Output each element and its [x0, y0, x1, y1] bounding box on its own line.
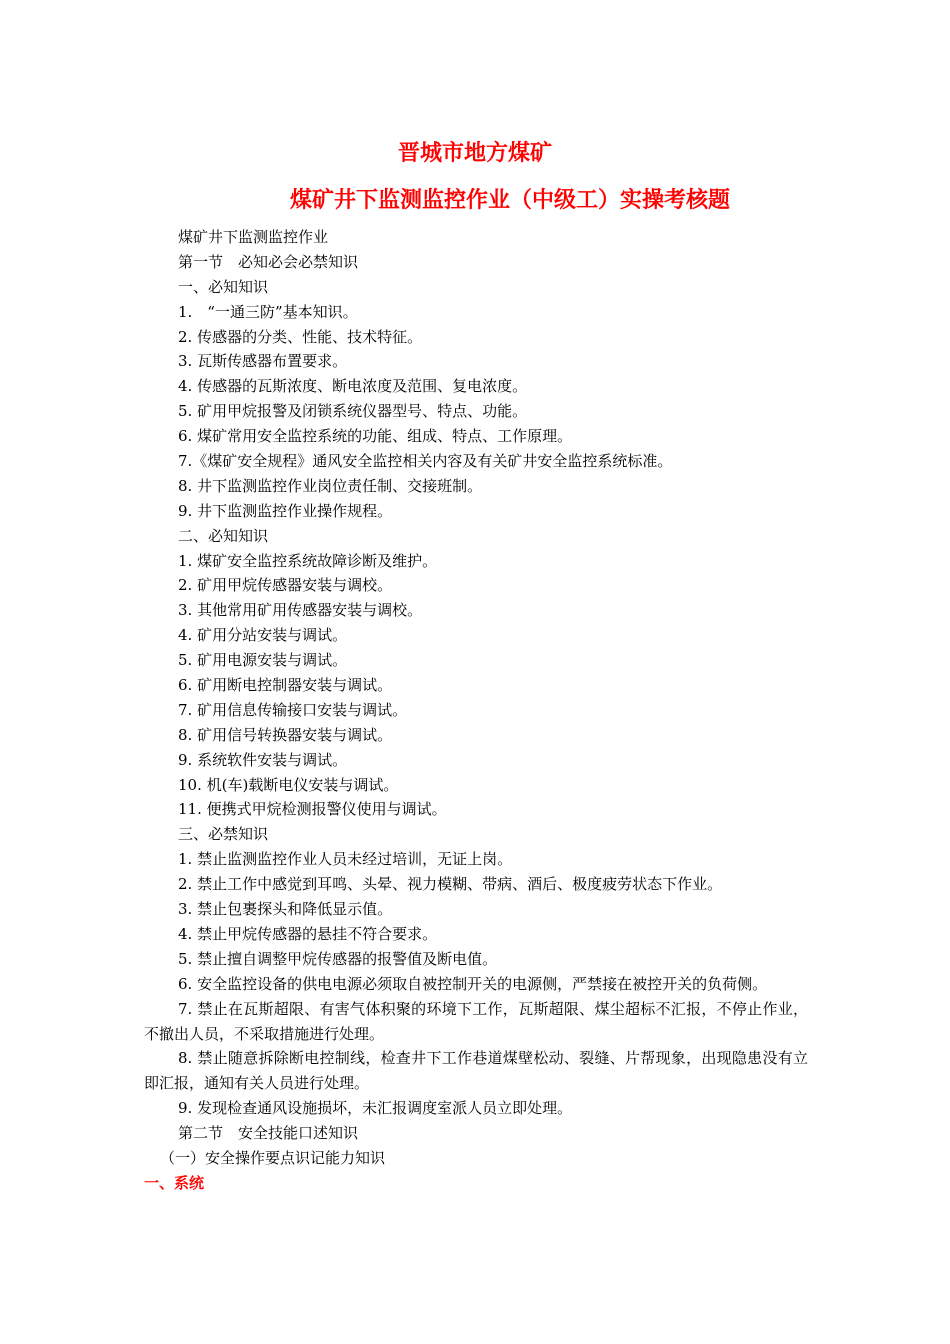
list-item: 4. 传感器的瓦斯浓度、断电浓度及范围、复电浓度。	[178, 377, 528, 396]
list-item: 6. 矿用断电控制器安装与调试。	[178, 676, 393, 695]
document-title-line1: 晋城市地方煤矿	[397, 140, 552, 166]
list-paragraph: 8. 禁止随意拆除断电控制线，检查井下工作巷道煤壁松动、裂缝、片帮现象，出现隐患没有立即汇报，通知有关人员进行处理。	[144, 1049, 808, 1093]
section-heading-2: 第二节 安全技能口述知识	[178, 1124, 359, 1143]
list-item: 11. 便携式甲烷检测报警仪使用与调试。	[178, 800, 447, 819]
list-item: 6. 煤矿常用安全监控系统的功能、组成、特点、工作原理。	[178, 427, 573, 446]
list-paragraph: 7. 禁止在瓦斯超限、有害气体积聚的环境下工作，瓦斯超限、煤尘超标不汇报，不停止作业，不撤出人员，不采取措施进行处理。	[144, 999, 808, 1043]
document-heading: 煤矿井下监测监控作业	[178, 228, 329, 246]
list-item: 5. 矿用甲烷报警及闭锁系统仪器型号、特点、功能。	[178, 402, 528, 421]
list-item: 2. 矿用甲烷传感器安装与调校。	[178, 576, 393, 595]
list-item: 9. 系统软件安装与调试。	[178, 750, 348, 769]
list-item: 8. 井下监测监控作业岗位责任制、交接班制。	[178, 476, 483, 495]
red-section-heading: 一、系统	[144, 1173, 205, 1192]
list-item: 5. 矿用电源安装与调试。	[178, 651, 348, 670]
list-item: 8. 矿用信号转换器安装与调试。	[178, 725, 393, 744]
part3-heading: 三、必禁知识	[178, 825, 269, 844]
list-item: 7. 矿用信息传输接口安装与调试。	[178, 700, 408, 719]
list-item: 2. 禁止工作中感觉到耳鸣、头晕、视力模糊、带病、酒后、极度疲劳状态下作业。	[178, 875, 723, 894]
section-heading-1: 第一节 必知必会必禁知识	[178, 252, 359, 271]
list-item: 1. 禁止监测监控作业人员未经过培训，无证上岗。	[178, 850, 513, 869]
list-paragraph: 6. 安全监控设备的供电电源必须取自被控制开关的电源侧，严禁接在被控开关的负荷侧。	[178, 974, 768, 993]
document-title-line2: 煤矿井下监测监控作业（中级工）实操考核题	[289, 187, 730, 213]
list-item: 5. 禁止擅自调整甲烷传感器的报警值及断电值。	[178, 949, 498, 968]
list-item: 1. 煤矿安全监控系统故障诊断及维护。	[178, 551, 438, 570]
list-item: 1. “一通三防”基本知识。	[178, 302, 358, 321]
part1-heading: 一、必知知识	[178, 277, 269, 296]
list-item: 9. 井下监测监控作业操作规程。	[178, 501, 393, 520]
list-item: 4. 矿用分站安装与调试。	[178, 626, 348, 645]
document-body	[144, 225, 808, 1196]
list-item: 3. 其他常用矿用传感器安装与调校。	[178, 601, 423, 620]
list-item: 2. 传感器的分类、性能、技术特征。	[178, 327, 423, 346]
list-item: 3. 禁止包裹探头和降低显示值。	[178, 900, 393, 919]
list-item: 7.《煤矿安全规程》通风安全监控相关内容及有关矿井安全监控系统标准。	[178, 452, 673, 471]
list-item: 4. 禁止甲烷传感器的悬挂不符合要求。	[178, 924, 438, 943]
subsection-heading: （一）安全操作要点识记能力知识	[160, 1149, 386, 1168]
list-item: 3. 瓦斯传感器布置要求。	[178, 352, 348, 371]
list-item: 10. 机(车)载断电仪安装与调试。	[178, 775, 399, 794]
list-paragraph: 9. 发现检查通风设施损坏，未汇报调度室派人员立即处理。	[178, 1099, 573, 1118]
part2-heading: 二、必知知识	[178, 526, 269, 545]
